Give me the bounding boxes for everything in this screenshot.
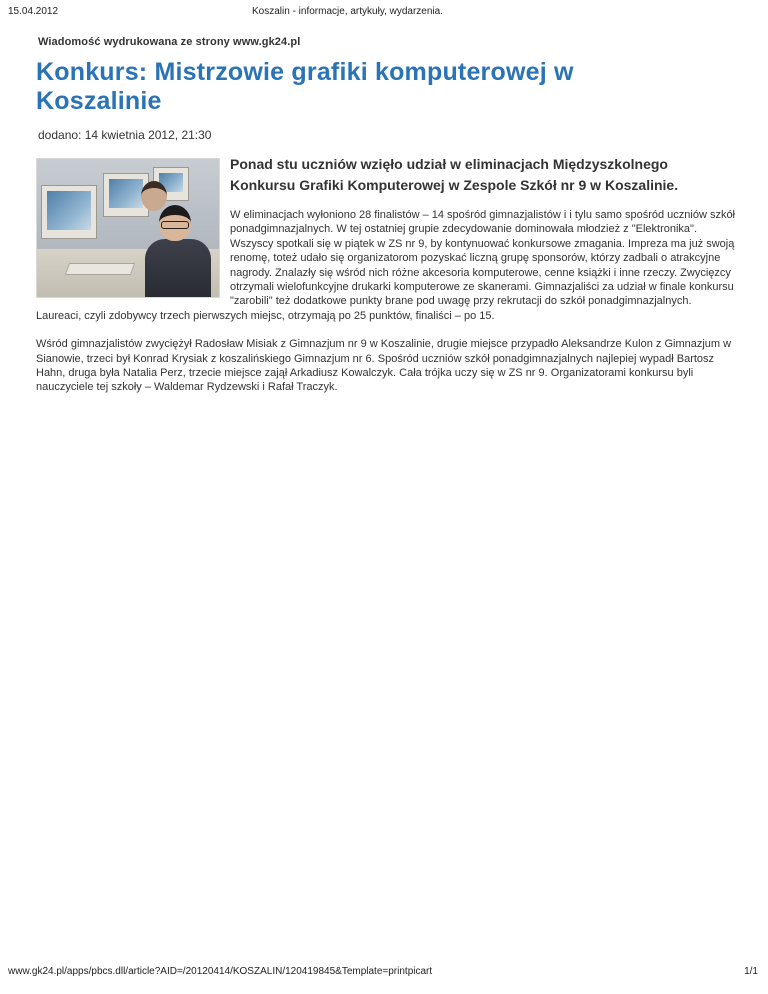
print-url: www.gk24.pl/apps/pbcs.dll/article?AID=/20120414/KOSZALIN/120419845&Template=printpicart	[8, 966, 433, 977]
print-page-title: Koszalin - informacje, artykuły, wydarzenia.	[252, 6, 443, 17]
print-footer	[8, 966, 760, 980]
source-line: Wiadomość wydrukowana ze strony www.gk24.pl	[38, 36, 301, 48]
photo-student	[145, 205, 211, 297]
print-header	[8, 6, 760, 20]
print-page-number: 1/1	[744, 966, 758, 977]
article-lead: Ponad stu uczniów wzięło udział w eliminacjach Międzyszkolnego Konkursu Grafiki Komputerowej w Zespole Szkół nr 9 w Koszalinie.	[230, 156, 679, 193]
article-body	[36, 154, 736, 409]
article-paragraph-1: W eliminacjach wyłoniono 28 finalistów – 14 spośród gimnazjalistów i i tylu samo spośród uczniów szkół ponadgimnazjalnych. W tej ostatniej grupie zdecydowanie dominowała młodzież z "Elektronika". Wszyscy spotkali się w piątek w ZS nr 9, by kontynuować konkursowe zmagania. Impreza ma już swoją renomę, toteż udało się organizatorom pozyskać liczną grupę sponsorów, którzy zadbali o atrakcyjne nagrody. Znalazły się wśród nich różne akcesoria komputerowe, cenne książki i inne rzeczy. Zwycięzcy otrzymali wielofunkcyjne drukarki komputerowe ze skanerami. Gimnazjaliści za udział w finale konkursu "zarobili" też dodatkowe punkty brane pod uwagę przy rekrutacji do szkół ponadgimnazjalnych. Laureaci, czyli zdobywcy trzech pierwszych miejsc, otrzymają po 25 punktów, finaliści – po 15.	[36, 209, 736, 322]
article-photo	[36, 158, 220, 298]
article-headline: Konkurs: Mistrzowie grafiki komputerowej w Koszalinie	[36, 58, 574, 115]
photo-monitor	[41, 185, 97, 239]
article-paragraph-2: Wśród gimnazjalistów zwyciężył Radosław Misiak z Gimnazjum nr 9 w Koszalinie, drugie miejsce przypadło Aleksandrze Kulon z Gimnazjum w Sianowie, trzeci był Konrad Krysiak z koszalińskiego Gimnazjum nr 6. Spośród uczniów szkół ponadgimnazjalnych najlepiej wypadł Bartosz Hahn, druga była Natalia Perz, trzecie miejsce zajął Arkadiusz Kowalczyk. Cała trójka uczy się w ZS nr 9. Organizatorami konkursu byli nauczyciele tej szkoły – Waldemar Rydzewski i Rafał Traczyk.	[36, 338, 732, 394]
article-date-added: dodano: 14 kwietnia 2012, 21:30	[38, 128, 212, 142]
print-date: 15.04.2012	[8, 6, 59, 17]
photo-keyboard	[65, 263, 135, 275]
